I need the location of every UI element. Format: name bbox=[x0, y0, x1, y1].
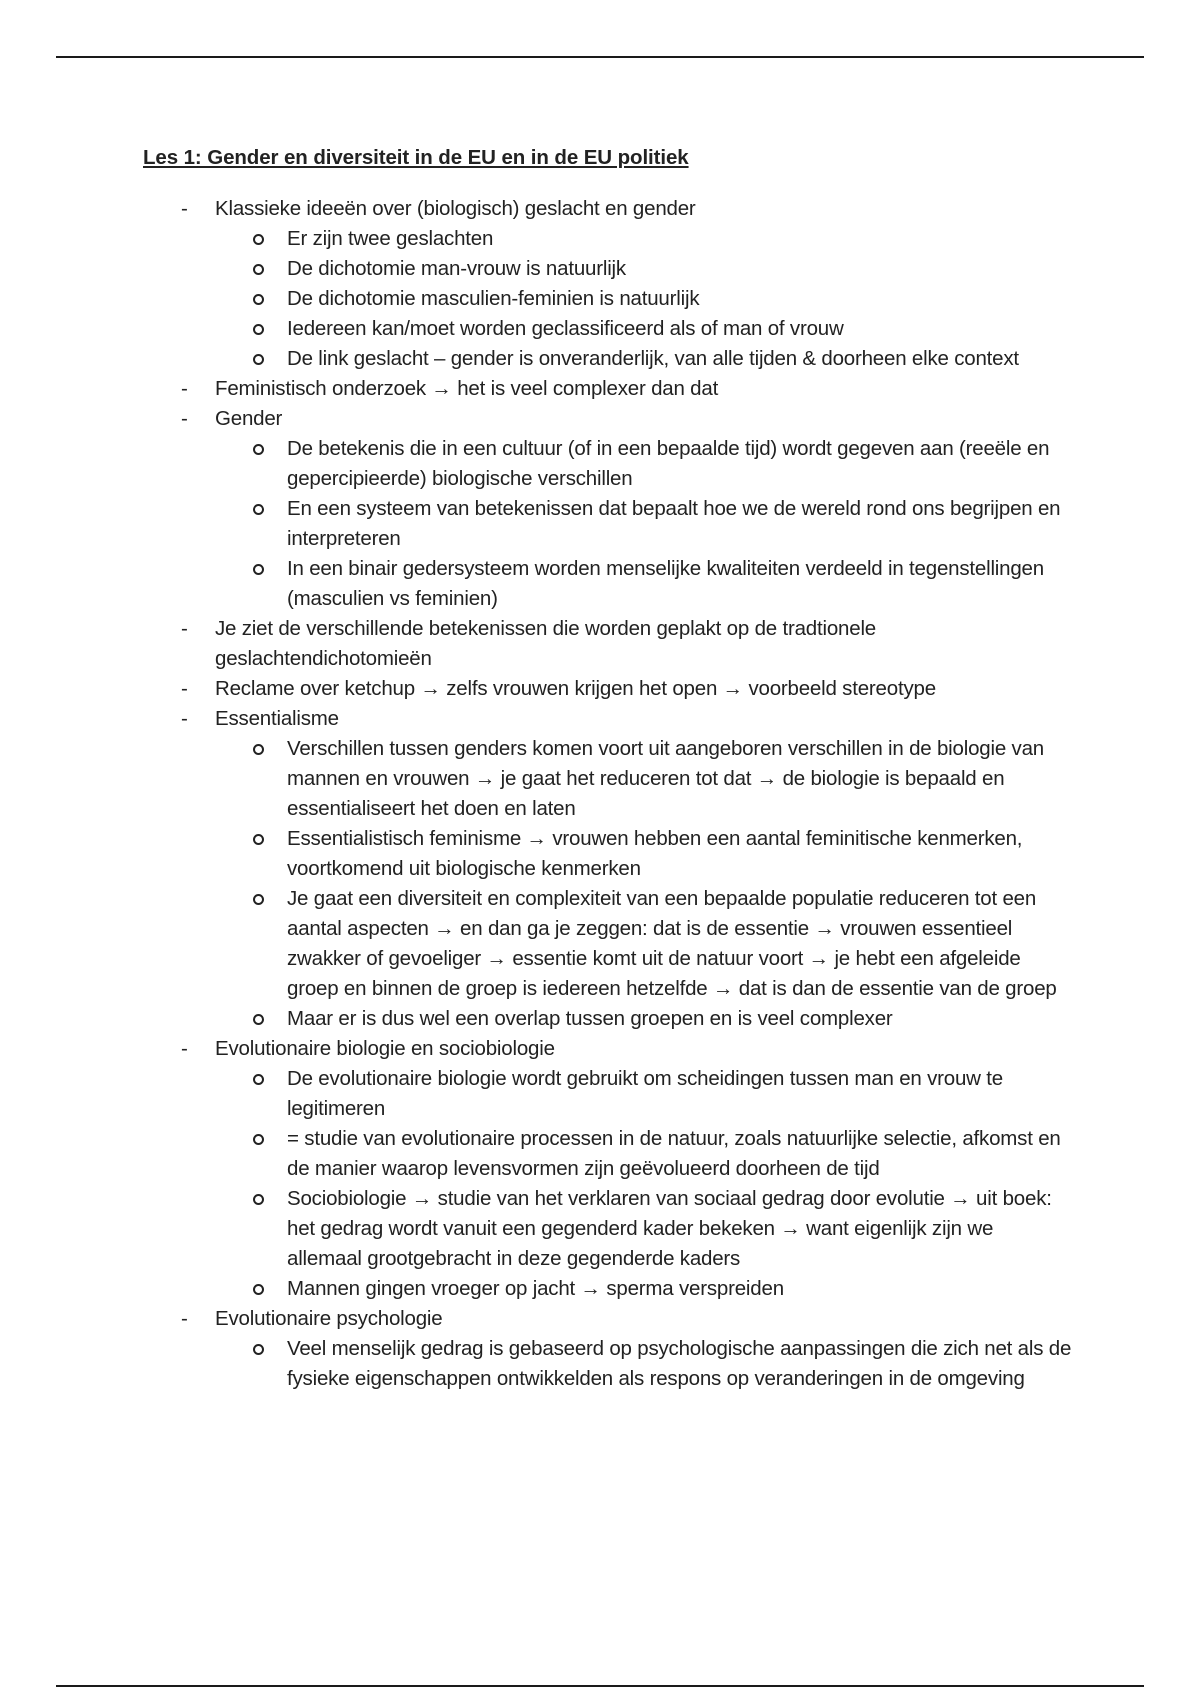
sub-item bbox=[215, 1334, 1073, 1394]
dash-bullet: - bbox=[181, 1037, 188, 1060]
dash-bullet: - bbox=[181, 407, 188, 430]
circle-bullet-icon bbox=[253, 1194, 264, 1205]
sub-item-text: Veel menselijk gedrag is gebaseerd op psychologische aanpassingen die zich net als de fysieke eigenschappen ontwikkelden als respons op veranderingen in de omgeving bbox=[287, 1337, 1072, 1390]
dash-bullet: - bbox=[181, 377, 188, 400]
sub-item-text: De dichotomie man-vrouw is natuurlijk bbox=[287, 257, 626, 280]
sub-item-text: De evolutionaire biologie wordt gebruikt om scheidingen tussen man en vrouw te legitimeren bbox=[287, 1067, 1003, 1120]
outline-item bbox=[143, 374, 1073, 404]
sub-item bbox=[215, 254, 1073, 284]
sub-item-text: Sociobiologie → studie van het verklaren van sociaal gedrag door evolutie → uit boek: het gedrag wordt vanuit een gegenderd kader bekeken → want eigenlijk zijn we allemaal grootgebracht in deze gegenderde kaders bbox=[287, 1187, 1052, 1270]
sub-item-text: = studie van evolutionaire processen in de natuur, zoals natuurlijke selectie, afkomst en de manier waarop levensvormen zijn geëvolueerd doorheen de tijd bbox=[287, 1127, 1061, 1180]
outline-item-text: Evolutionaire biologie en sociobiologie bbox=[215, 1037, 555, 1060]
sub-list bbox=[215, 1334, 1073, 1394]
circle-bullet-icon bbox=[253, 1014, 264, 1025]
outline-item-text: Reclame over ketchup → zelfs vrouwen krijgen het open → voorbeeld stereotype bbox=[215, 677, 936, 700]
sub-list bbox=[215, 734, 1073, 1034]
outline-item-text: Klassieke ideeën over (biologisch) geslacht en gender bbox=[215, 197, 696, 220]
circle-bullet-icon bbox=[253, 264, 264, 275]
circle-bullet-icon bbox=[253, 504, 264, 515]
circle-bullet-icon bbox=[253, 1284, 264, 1295]
outline-item bbox=[143, 194, 1073, 374]
sub-item bbox=[215, 824, 1073, 884]
outline-item bbox=[143, 1034, 1073, 1304]
circle-bullet-icon bbox=[253, 354, 264, 365]
sub-item bbox=[215, 1184, 1073, 1274]
outline-item-text: Gender bbox=[215, 407, 283, 430]
outline-item bbox=[143, 1304, 1073, 1394]
sub-item-text: Maar er is dus wel een overlap tussen groepen en is veel complexer bbox=[287, 1007, 893, 1030]
footer-rule bbox=[56, 1685, 1144, 1687]
circle-bullet-icon bbox=[253, 834, 264, 845]
dash-bullet: - bbox=[181, 617, 188, 640]
sub-item-text: Verschillen tussen genders komen voort uit aangeboren verschillen in de biologie van mannen en vrouwen → je gaat het reduceren tot dat → de biologie is bepaald en essentialiseert het doen en laten bbox=[287, 737, 1044, 820]
circle-bullet-icon bbox=[253, 324, 264, 335]
sub-item-text: En een systeem van betekenissen dat bepaalt hoe we de wereld rond ons begrijpen en interpreteren bbox=[287, 497, 1061, 550]
dash-bullet: - bbox=[181, 197, 188, 220]
sub-item bbox=[215, 1274, 1073, 1304]
circle-bullet-icon bbox=[253, 1344, 264, 1355]
outline-item bbox=[143, 404, 1073, 614]
circle-bullet-icon bbox=[253, 294, 264, 305]
circle-bullet-icon bbox=[253, 444, 264, 455]
sub-item-text: In een binair gedersysteem worden menselijke kwaliteiten verdeeld in tegenstellingen (masculien vs feminien) bbox=[287, 557, 1044, 610]
sub-item bbox=[215, 494, 1073, 554]
sub-item bbox=[215, 344, 1073, 374]
circle-bullet-icon bbox=[253, 894, 264, 905]
sub-item bbox=[215, 224, 1073, 254]
dash-bullet: - bbox=[181, 677, 188, 700]
sub-item-text: Mannen gingen vroeger op jacht → sperma verspreiden bbox=[287, 1277, 784, 1300]
sub-list bbox=[215, 434, 1073, 614]
header-rule bbox=[56, 56, 1144, 58]
outline-item-text: Essentialisme bbox=[215, 707, 339, 730]
sub-item bbox=[215, 1004, 1073, 1034]
outline-item bbox=[143, 614, 1073, 674]
sub-item-text: Iedereen kan/moet worden geclassificeerd als of man of vrouw bbox=[287, 317, 844, 340]
document-body bbox=[143, 145, 1073, 1394]
dash-bullet: - bbox=[181, 707, 188, 730]
sub-item bbox=[215, 284, 1073, 314]
sub-item bbox=[215, 434, 1073, 494]
circle-bullet-icon bbox=[253, 234, 264, 245]
sub-item bbox=[215, 1124, 1073, 1184]
outline-item-text: Evolutionaire psychologie bbox=[215, 1307, 443, 1330]
sub-item-text: Er zijn twee geslachten bbox=[287, 227, 494, 250]
page-title: Les 1: Gender en diversiteit in de EU en in de EU politiek bbox=[143, 146, 689, 169]
outline-item bbox=[143, 704, 1073, 1034]
sub-item bbox=[215, 884, 1073, 1004]
sub-item bbox=[215, 734, 1073, 824]
circle-bullet-icon bbox=[253, 744, 264, 755]
sub-item-text: De dichotomie masculien-feminien is natuurlijk bbox=[287, 287, 700, 310]
sub-list bbox=[215, 1064, 1073, 1304]
circle-bullet-icon bbox=[253, 1074, 264, 1085]
dash-bullet: - bbox=[181, 1307, 188, 1330]
outline-item-text: Je ziet de verschillende betekenissen die worden geplakt op de tradtionele geslachtendichotomieën bbox=[215, 617, 876, 670]
sub-item-text: Je gaat een diversiteit en complexiteit van een bepaalde populatie reduceren tot een aantal aspecten → en dan ga je zeggen: dat is de essentie → vrouwen essentieel zwakker of gevoeliger → essentie komt uit de natuur voort → je hebt een afgeleide groep en binnen de groep is iedereen hetzelfde → dat is dan de essentie van de groep bbox=[287, 887, 1057, 1000]
sub-item-text: De betekenis die in een cultuur (of in een bepaalde tijd) wordt gegeven aan (reeële en gepercipieerde) biologische verschillen bbox=[287, 437, 1050, 490]
sub-list bbox=[215, 224, 1073, 374]
sub-item bbox=[215, 1064, 1073, 1124]
circle-bullet-icon bbox=[253, 1134, 264, 1145]
circle-bullet-icon bbox=[253, 564, 264, 575]
sub-item bbox=[215, 314, 1073, 344]
sub-item-text: Essentialistisch feminisme → vrouwen hebben een aantal feminitische kenmerken, voortkomend uit biologische kenmerken bbox=[287, 827, 1023, 880]
sub-item bbox=[215, 554, 1073, 614]
outline-list bbox=[143, 194, 1073, 1394]
outline-item bbox=[143, 674, 1073, 704]
sub-item-text: De link geslacht – gender is onveranderlijk, van alle tijden & doorheen elke context bbox=[287, 347, 1019, 370]
outline-item-text: Feministisch onderzoek → het is veel complexer dan dat bbox=[215, 377, 719, 400]
